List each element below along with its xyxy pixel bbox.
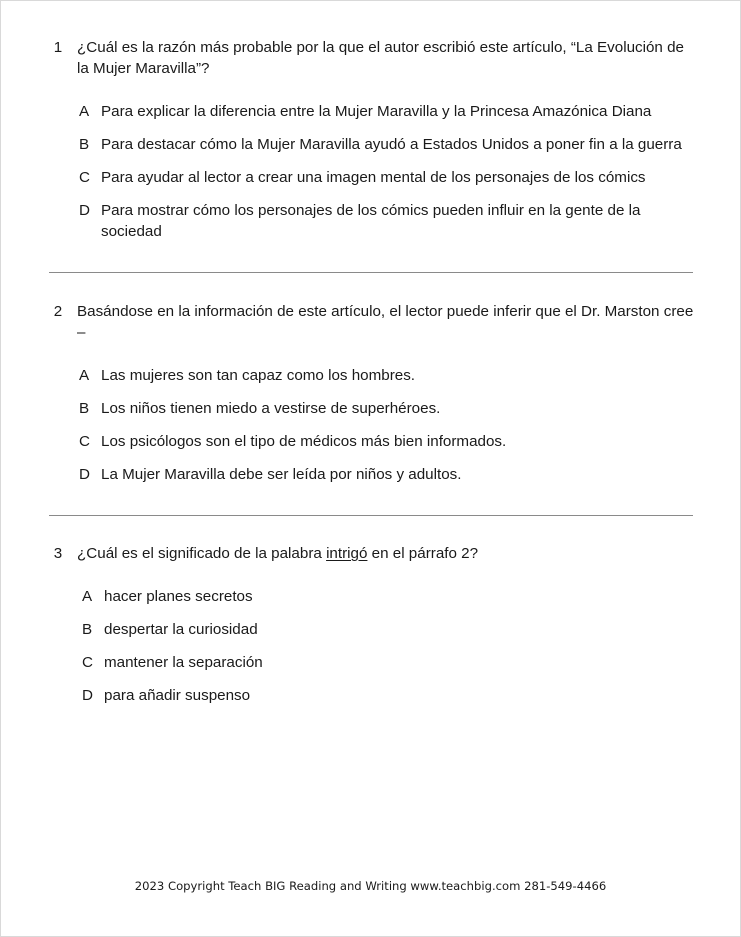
- question-stem-1: [1, 37, 741, 79]
- option-letter-3-a: A: [82, 588, 93, 605]
- option-2-c[interactable]: [1, 431, 741, 452]
- page-content: [1, 1, 741, 706]
- stem-options-spacer-2: [1, 343, 741, 353]
- options-list-2: [1, 365, 741, 485]
- vocabulary-term-underlined: intrigó: [326, 545, 368, 562]
- option-text-2-b: Los niños tienen miedo a vestirse de superhéroes.: [101, 400, 441, 417]
- option-text-3-b: despertar la curiosidad: [104, 621, 258, 638]
- option-text-3-d: para añadir suspenso: [104, 687, 251, 704]
- option-letter-2-c: C: [79, 433, 90, 450]
- option-text-2-a: Las mujeres son tan capaz como los hombres.: [101, 367, 416, 384]
- option-3-d[interactable]: [1, 685, 741, 706]
- option-letter-1-a: A: [79, 103, 90, 120]
- option-text-1-c: Para ayudar al lector a crear una imagen mental de los personajes de los cómics: [101, 169, 646, 186]
- option-letter-3-c: C: [82, 654, 93, 671]
- option-1-a[interactable]: [1, 101, 741, 122]
- question-stem-text-1: ¿Cuál es la razón más probable por la que el autor escribió este artículo, “La Evolución de la Mujer Maravilla”?: [77, 39, 684, 77]
- option-letter-3-d: D: [82, 687, 93, 704]
- option-1-b[interactable]: [1, 134, 741, 155]
- option-letter-1-d: D: [79, 202, 90, 219]
- option-text-1-d: Para mostrar cómo los personajes de los cómics pueden influir en la gente de la sociedad: [101, 202, 641, 240]
- question-stem-2: [1, 301, 741, 343]
- options-list-3: [1, 586, 741, 706]
- stem-options-spacer-3: [1, 564, 741, 574]
- divider-2-top-spacer: [1, 485, 741, 515]
- question-number-3: 3: [53, 545, 63, 562]
- options-list-1: [1, 101, 741, 242]
- option-letter-3-b: B: [82, 621, 93, 638]
- option-text-3-a: hacer planes secretos: [104, 588, 253, 605]
- question-stem-3: [1, 543, 741, 564]
- option-text-3-c: mantener la separación: [104, 654, 263, 671]
- divider-2-bottom-spacer: [1, 516, 741, 543]
- page-footer: 2023 Copyright Teach BIG Reading and Writing www.teachbig.com 281-549-4466: [134, 879, 607, 893]
- divider-1-bottom-spacer: [1, 273, 741, 301]
- option-1-c[interactable]: [1, 167, 741, 188]
- option-letter-2-a: A: [79, 367, 90, 384]
- question-block-1: [1, 37, 741, 242]
- question-block-3: [1, 543, 741, 706]
- top-spacer: [1, 1, 741, 37]
- option-text-2-d: La Mujer Maravilla debe ser leída por niños y adultos.: [101, 466, 462, 483]
- question-stem-text-3-after: en el párrafo 2?: [367, 545, 479, 562]
- option-text-1-a: Para explicar la diferencia entre la Mujer Maravilla y la Princesa Amazónica Diana: [101, 103, 652, 120]
- stem-options-spacer-1: [1, 79, 741, 89]
- question-stem-text-2: Basándose en la información de este artículo, el lector puede inferir que el Dr. Marston cree –: [77, 303, 694, 341]
- question-number-2: 2: [53, 303, 63, 320]
- divider-1-top-spacer: [1, 242, 741, 272]
- question-block-2: [1, 301, 741, 485]
- option-text-2-c: Los psicólogos son el tipo de médicos más bien informados.: [101, 433, 507, 450]
- option-2-b[interactable]: [1, 398, 741, 419]
- option-3-a[interactable]: [1, 586, 741, 607]
- option-2-a[interactable]: [1, 365, 741, 386]
- option-letter-1-c: C: [79, 169, 90, 186]
- option-1-d[interactable]: [1, 200, 741, 242]
- option-text-1-b: Para destacar cómo la Mujer Maravilla ayudó a Estados Unidos a poner fin a la guerra: [101, 136, 682, 153]
- option-letter-2-d: D: [79, 466, 90, 483]
- question-stem-text-3-before: ¿Cuál es el significado de la palabra: [77, 545, 327, 562]
- option-3-c[interactable]: [1, 652, 741, 673]
- option-3-b[interactable]: [1, 619, 741, 640]
- option-letter-1-b: B: [79, 136, 90, 153]
- option-letter-2-b: B: [79, 400, 90, 417]
- option-2-d[interactable]: [1, 464, 741, 485]
- question-number-1: 1: [53, 39, 63, 56]
